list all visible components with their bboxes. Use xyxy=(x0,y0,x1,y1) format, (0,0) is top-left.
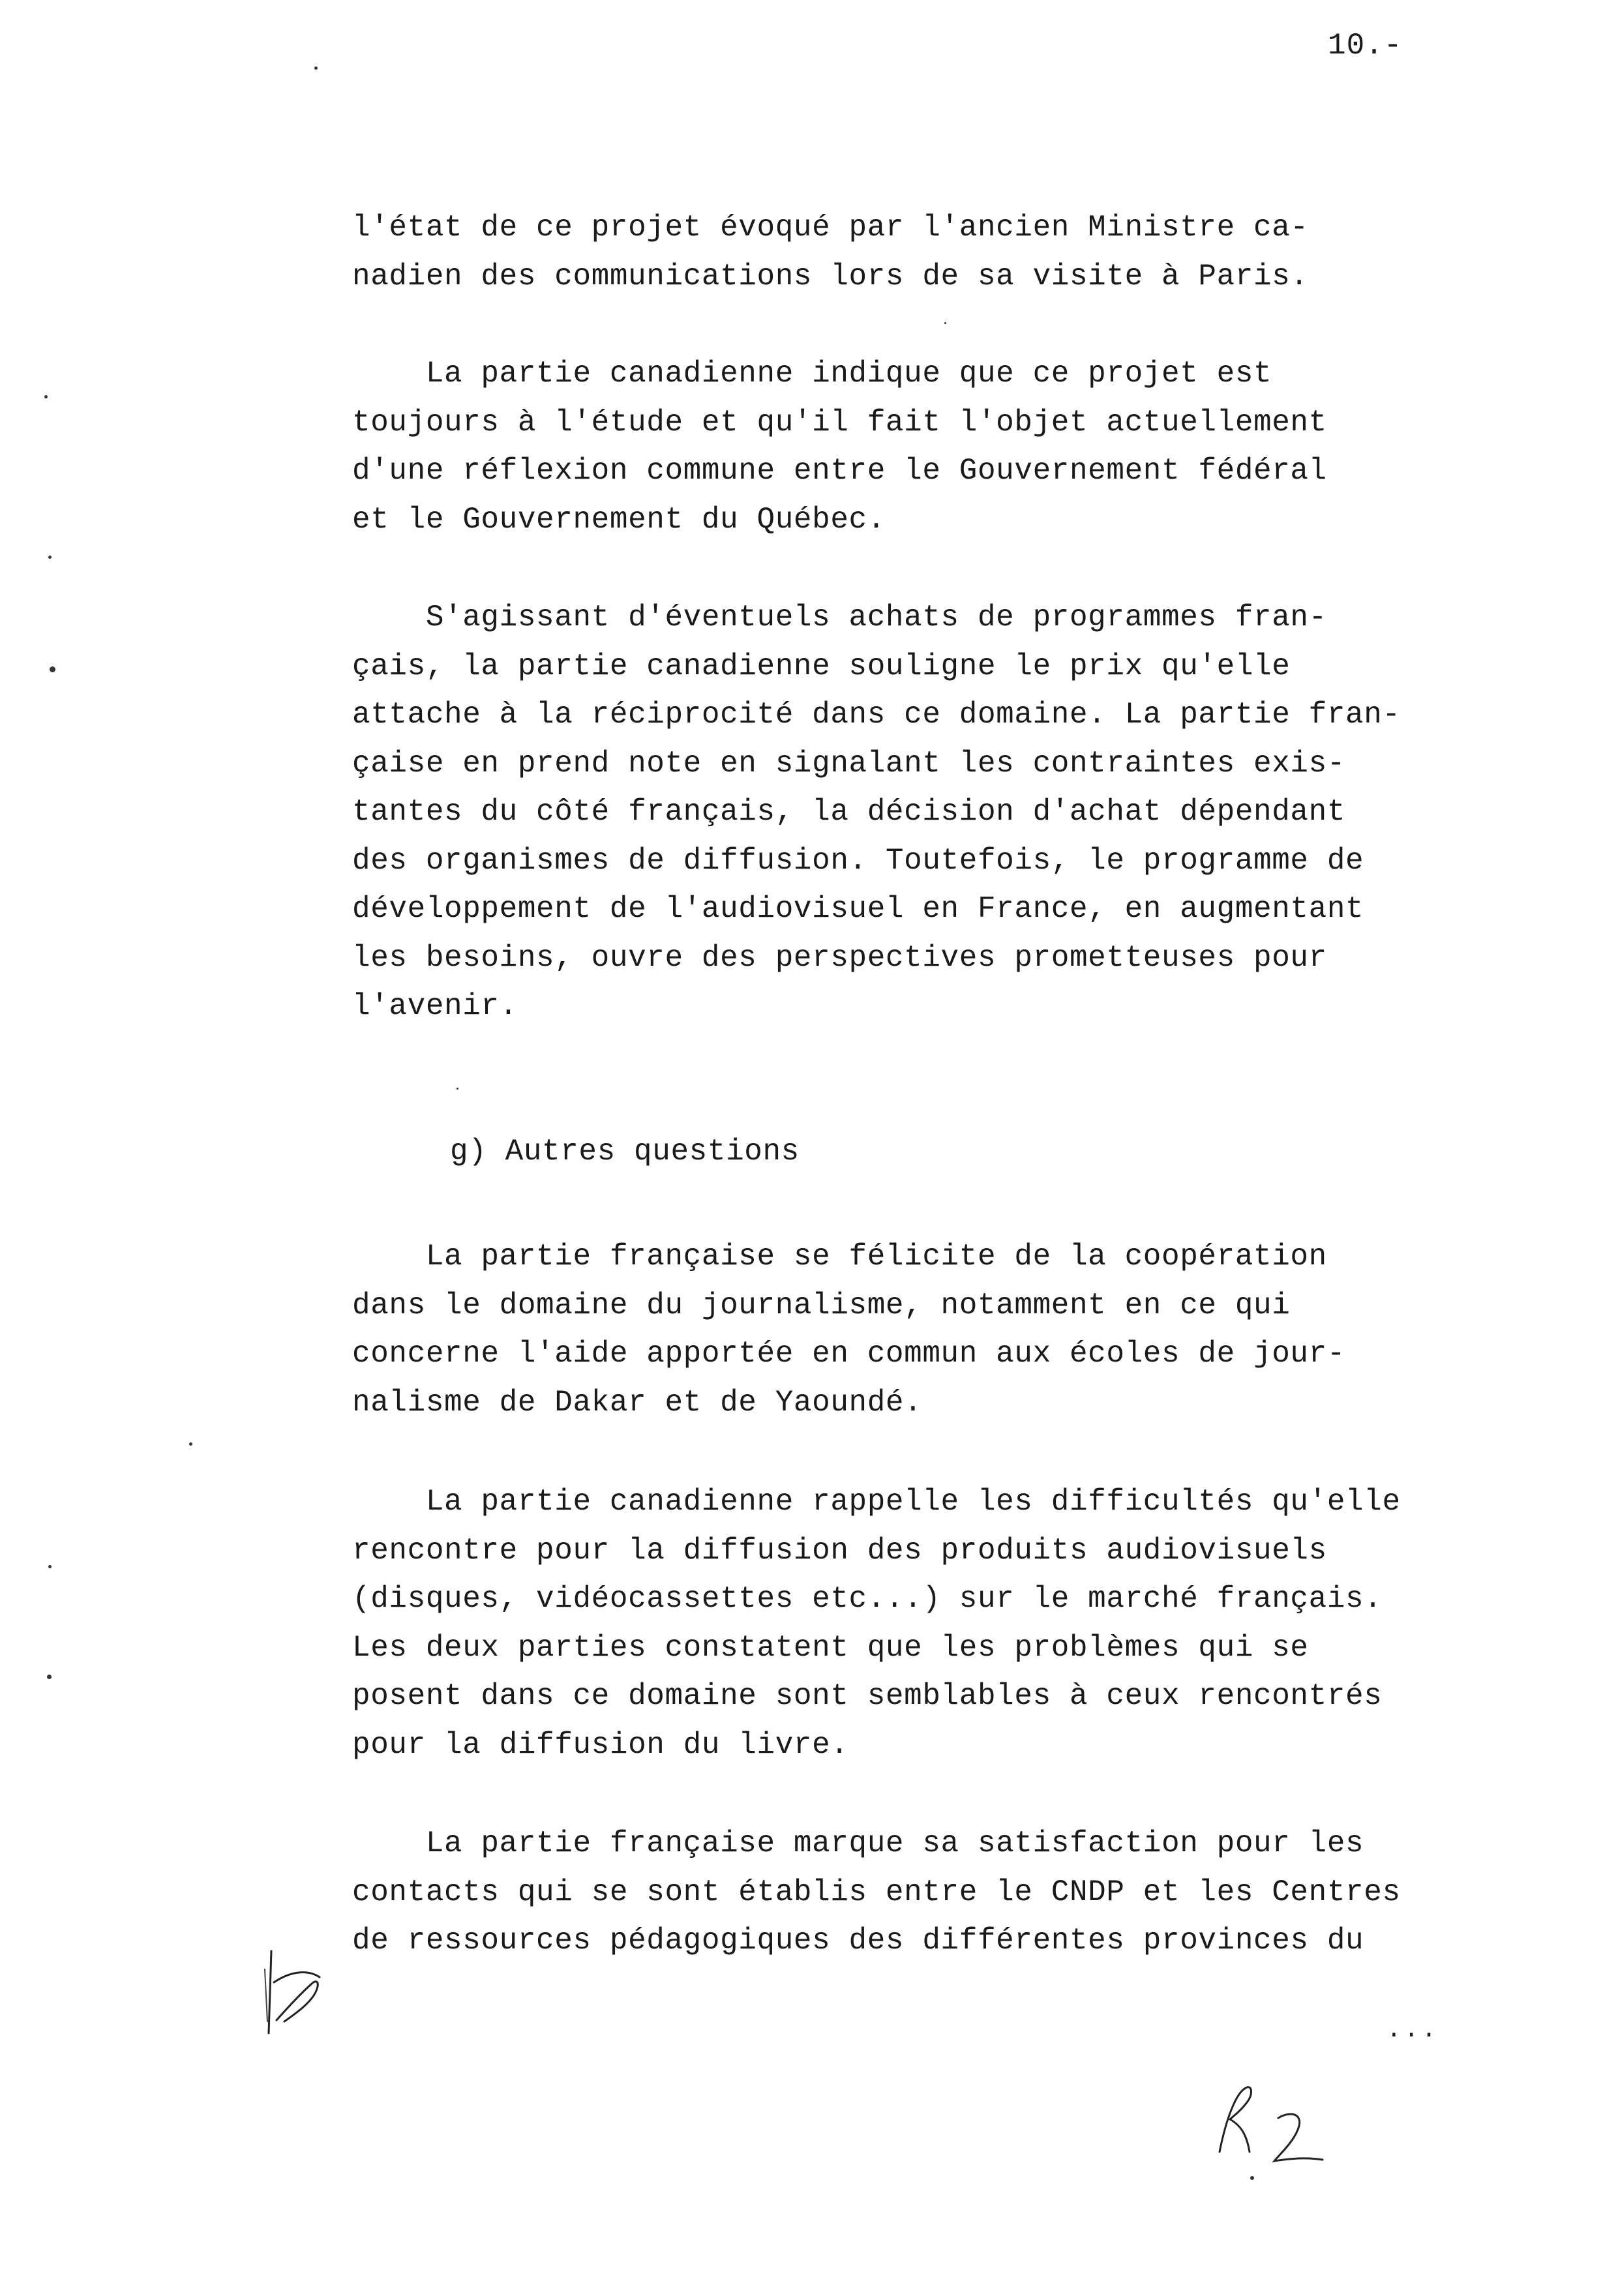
text-line: des organismes de diffusion. Toutefois, le programme de xyxy=(352,843,1364,878)
text-line: La partie canadienne indique que ce projet est xyxy=(352,357,1272,391)
text-line: La partie française marque sa satisfaction pour les xyxy=(352,1826,1364,1860)
text-block-upper xyxy=(352,203,1487,301)
text-line: développement de l'audiovisuel en France, en augmentant xyxy=(352,892,1364,926)
text-line: tantes du côté français, la décision d'achat dépendant xyxy=(352,795,1346,829)
text-line: les besoins, ouvre des perspectives prometteuses pour xyxy=(352,940,1327,975)
page-number: 10.- xyxy=(1328,29,1403,63)
text-line: çais, la partie canadienne souligne le prix qu'elle xyxy=(352,649,1291,683)
paragraph-3 xyxy=(352,593,1487,1031)
continuation-mark: ... xyxy=(1386,2016,1439,2044)
text-line: posent dans ce domaine sont semblables à ceux rencontrés xyxy=(352,1679,1383,1713)
scan-speck xyxy=(314,67,318,70)
scan-speck xyxy=(50,666,55,672)
text-line: de ressources pédagogiques des différentes provinces du xyxy=(352,1924,1364,1958)
text-line: (disques, vidéocassettes etc...) sur le marché français. xyxy=(352,1582,1383,1616)
text-line: concerne l'aide apportée en commun aux écoles de jour- xyxy=(352,1337,1346,1371)
handwritten-initials-right xyxy=(1206,2074,1337,2184)
scan-speck xyxy=(44,395,48,398)
paragraph-4 xyxy=(352,1232,1487,1427)
text-line: çaise en prend note en signalant les contraintes exis- xyxy=(352,746,1346,781)
paragraph-2 xyxy=(352,350,1487,544)
text-line: contacts qui se sont établis entre le CNDP et les Centres xyxy=(352,1875,1401,1909)
text-line: toujours à l'étude et qu'il fait l'objet actuellement xyxy=(352,405,1327,440)
text-line: Les deux parties constatent que les problèmes qui se xyxy=(352,1630,1309,1665)
text-block-3 xyxy=(352,593,1487,1031)
text-line: dans le domaine du journalisme, notamment en ce qui xyxy=(352,1288,1291,1322)
text-block-4 xyxy=(352,1232,1487,1427)
handwritten-initials-left xyxy=(248,1943,339,2041)
text-line: nadien des communications lors de sa visite à Paris. xyxy=(352,259,1309,293)
text-line: attache à la réciprocité dans ce domaine. La partie fran- xyxy=(352,698,1401,732)
scan-speck xyxy=(48,1565,52,1568)
text-line: l'état de ce projet évoqué par l'ancien Ministre ca- xyxy=(352,211,1309,245)
paragraph-6 xyxy=(352,1819,1487,1965)
text-line: rencontre pour la diffusion des produits audiovisuels xyxy=(352,1533,1327,1568)
scan-speck xyxy=(189,1442,192,1446)
text-line: d'une réflexion commune entre le Gouvernement fédéral xyxy=(352,454,1327,488)
scan-speck xyxy=(944,322,946,324)
paragraph-5 xyxy=(352,1478,1487,1769)
text-line: pour la diffusion du livre. xyxy=(352,1727,849,1762)
text-line: nalisme de Dakar et de Yaoundé. xyxy=(352,1385,923,1420)
text-block-2 xyxy=(352,350,1487,544)
paragraph-1 xyxy=(352,203,1487,301)
text-line: S'agissant d'éventuels achats de programmes fran- xyxy=(352,601,1327,634)
section-heading: g) Autres questions xyxy=(450,1135,800,1169)
scan-speck xyxy=(47,1675,52,1679)
scan-speck xyxy=(48,556,52,559)
text-line: l'avenir. xyxy=(352,989,518,1023)
text-line: La partie française se félicite de la coopération xyxy=(352,1240,1327,1274)
text-line: et le Gouvernement du Québec. xyxy=(352,502,886,537)
scan-speck xyxy=(457,1088,458,1090)
text-line: La partie canadienne rappelle les difficultés qu'elle xyxy=(352,1485,1401,1519)
text-block-6 xyxy=(352,1819,1487,1965)
text-block-5 xyxy=(352,1478,1487,1769)
